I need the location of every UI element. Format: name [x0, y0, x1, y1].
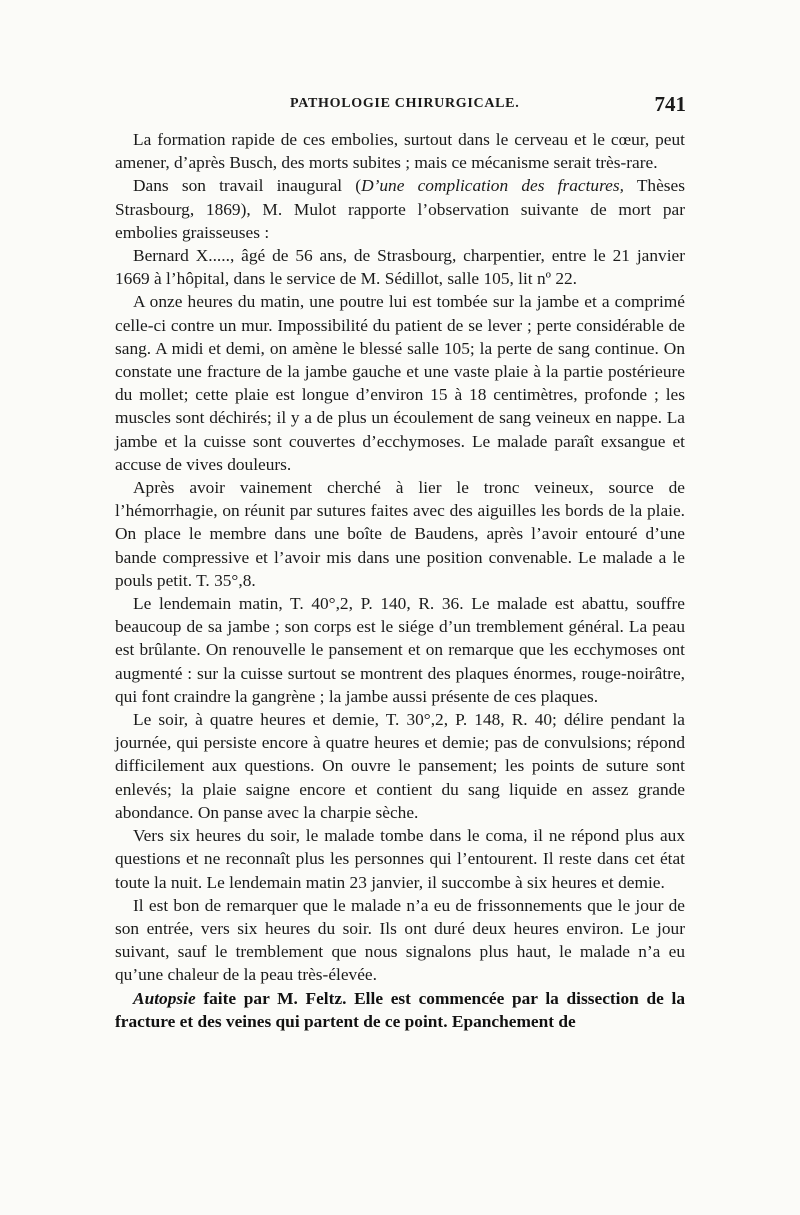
paragraph-shivering: Il est bon de remarquer que le malade n’a eu de frissonnements que le jour de son entrée, vers six heures du soir. Ils ont duré deux heures environ. Le jour suivant, sauf le tremblement que nous signalons plus haut, le malade n’a eu qu’une chaleur de la peau très-élevée. — [115, 895, 685, 985]
paragraph-embolies-intro: La formation rapide de ces embolies, surtout dans le cerveau et le cœur, peut amener, d’après Busch, des morts subites ; mais ce mécanisme serait très-rare. — [115, 130, 685, 173]
paragraph-patient-admission: Bernard X....., âgé de 56 ans, de Strasbourg, charpentier, entre le 21 janvier 1669 à l’hôpital, dans le service de M. Sédillot, salle 105, lit nº 22. — [115, 246, 685, 289]
paragraph-coma: Vers six heures du soir, le malade tombe dans le coma, il ne répond plus aux questions et ne reconnaît plus les personnes qui l’entourent. Il reste dans cet état toute la nuit. Le lendemain matin 23 janvier, il succombe à six heures et demie. — [115, 826, 685, 892]
paragraph-injury: A onze heures du matin, une poutre lui est tombée sur la jambe et a comprimé celle-ci contre un mur. Impossibilité du patient de se lever ; perte considérable de sang. A midi et demi, on amène le blessé salle 105; la perte de sang continue. On constate une fracture de la jambe gauche et une vaste plaie à la partie postérieure du mollet; cette plaie est longue d’environ 15 à 18 centimètres, profonde ; les muscles sont déchirés; il y a de plus un écoulement de sang veineux en nappe. La jambe et la cuisse sont couvertes d’ecchymoses. Le malade paraît exsangue et accuse de vives douleurs. — [115, 292, 685, 474]
paragraph-text: Dans son travail inaugural ( — [133, 176, 362, 196]
thesis-title: D’une complication des fractures, — [361, 176, 624, 196]
paragraph-text: Thèses Strasbourg, 1869), M. Mulot rapporte l’observation suivante de mort par embolies graisseuses : — [115, 176, 686, 242]
paragraph-mulot-thesis — [115, 174, 685, 244]
body-text — [115, 128, 685, 1033]
paragraph-treatment: Après avoir vainement cherché à lier le tronc veineux, source de l’hémorrhagie, on réunit par sutures faites avec des aiguilles les bords de la plaie. On place le membre dans une boîte de Baudens, après l’avoir entouré d’une bande compressive et l’avoir mis dans une position convenable. Le malade a le pouls petit. T. 35°,8. — [115, 478, 685, 590]
page-number: 741 — [654, 92, 686, 116]
paragraph-autopsy — [115, 987, 685, 1033]
paragraph-evening: Le soir, à quatre heures et demie, T. 30°,2, P. 148, R. 40; délire pendant la journée, qui persiste encore à quatre heures et demie; pas de convulsions; répond difficilement aux questions. On ouvre le pansement; les points de suture sont enlevés; la plaie saigne encore et contient du sang liquide en assez grande abondance. On panse avec la charpie sèche. — [115, 710, 685, 822]
paragraph-next-morning: Le lendemain matin, T. 40°,2, P. 140, R. 36. Le malade est abattu, souffre beaucoup de sa jambe ; son corps est le siége d’un tremblement général. La peau est brûlante. On renouvelle le pansement et on remarque que les ecchymoses ont augmenté : sur la cuisse surtout se montrent des plaques énormes, rouge-noirâtre, qui font craindre la gangrène ; la jambe aussi présente de ces plaques. — [115, 594, 685, 706]
paragraph-text: faite par M. Feltz. Elle est commencée par la dissection de la fracture et des veines qui partent de ce point. Epanchement de — [115, 988, 685, 1031]
running-head: PATHOLOGIE CHIRURGICALE. — [290, 96, 520, 111]
autopsy-label: Autopsie — [133, 988, 196, 1008]
page-header — [114, 94, 686, 118]
